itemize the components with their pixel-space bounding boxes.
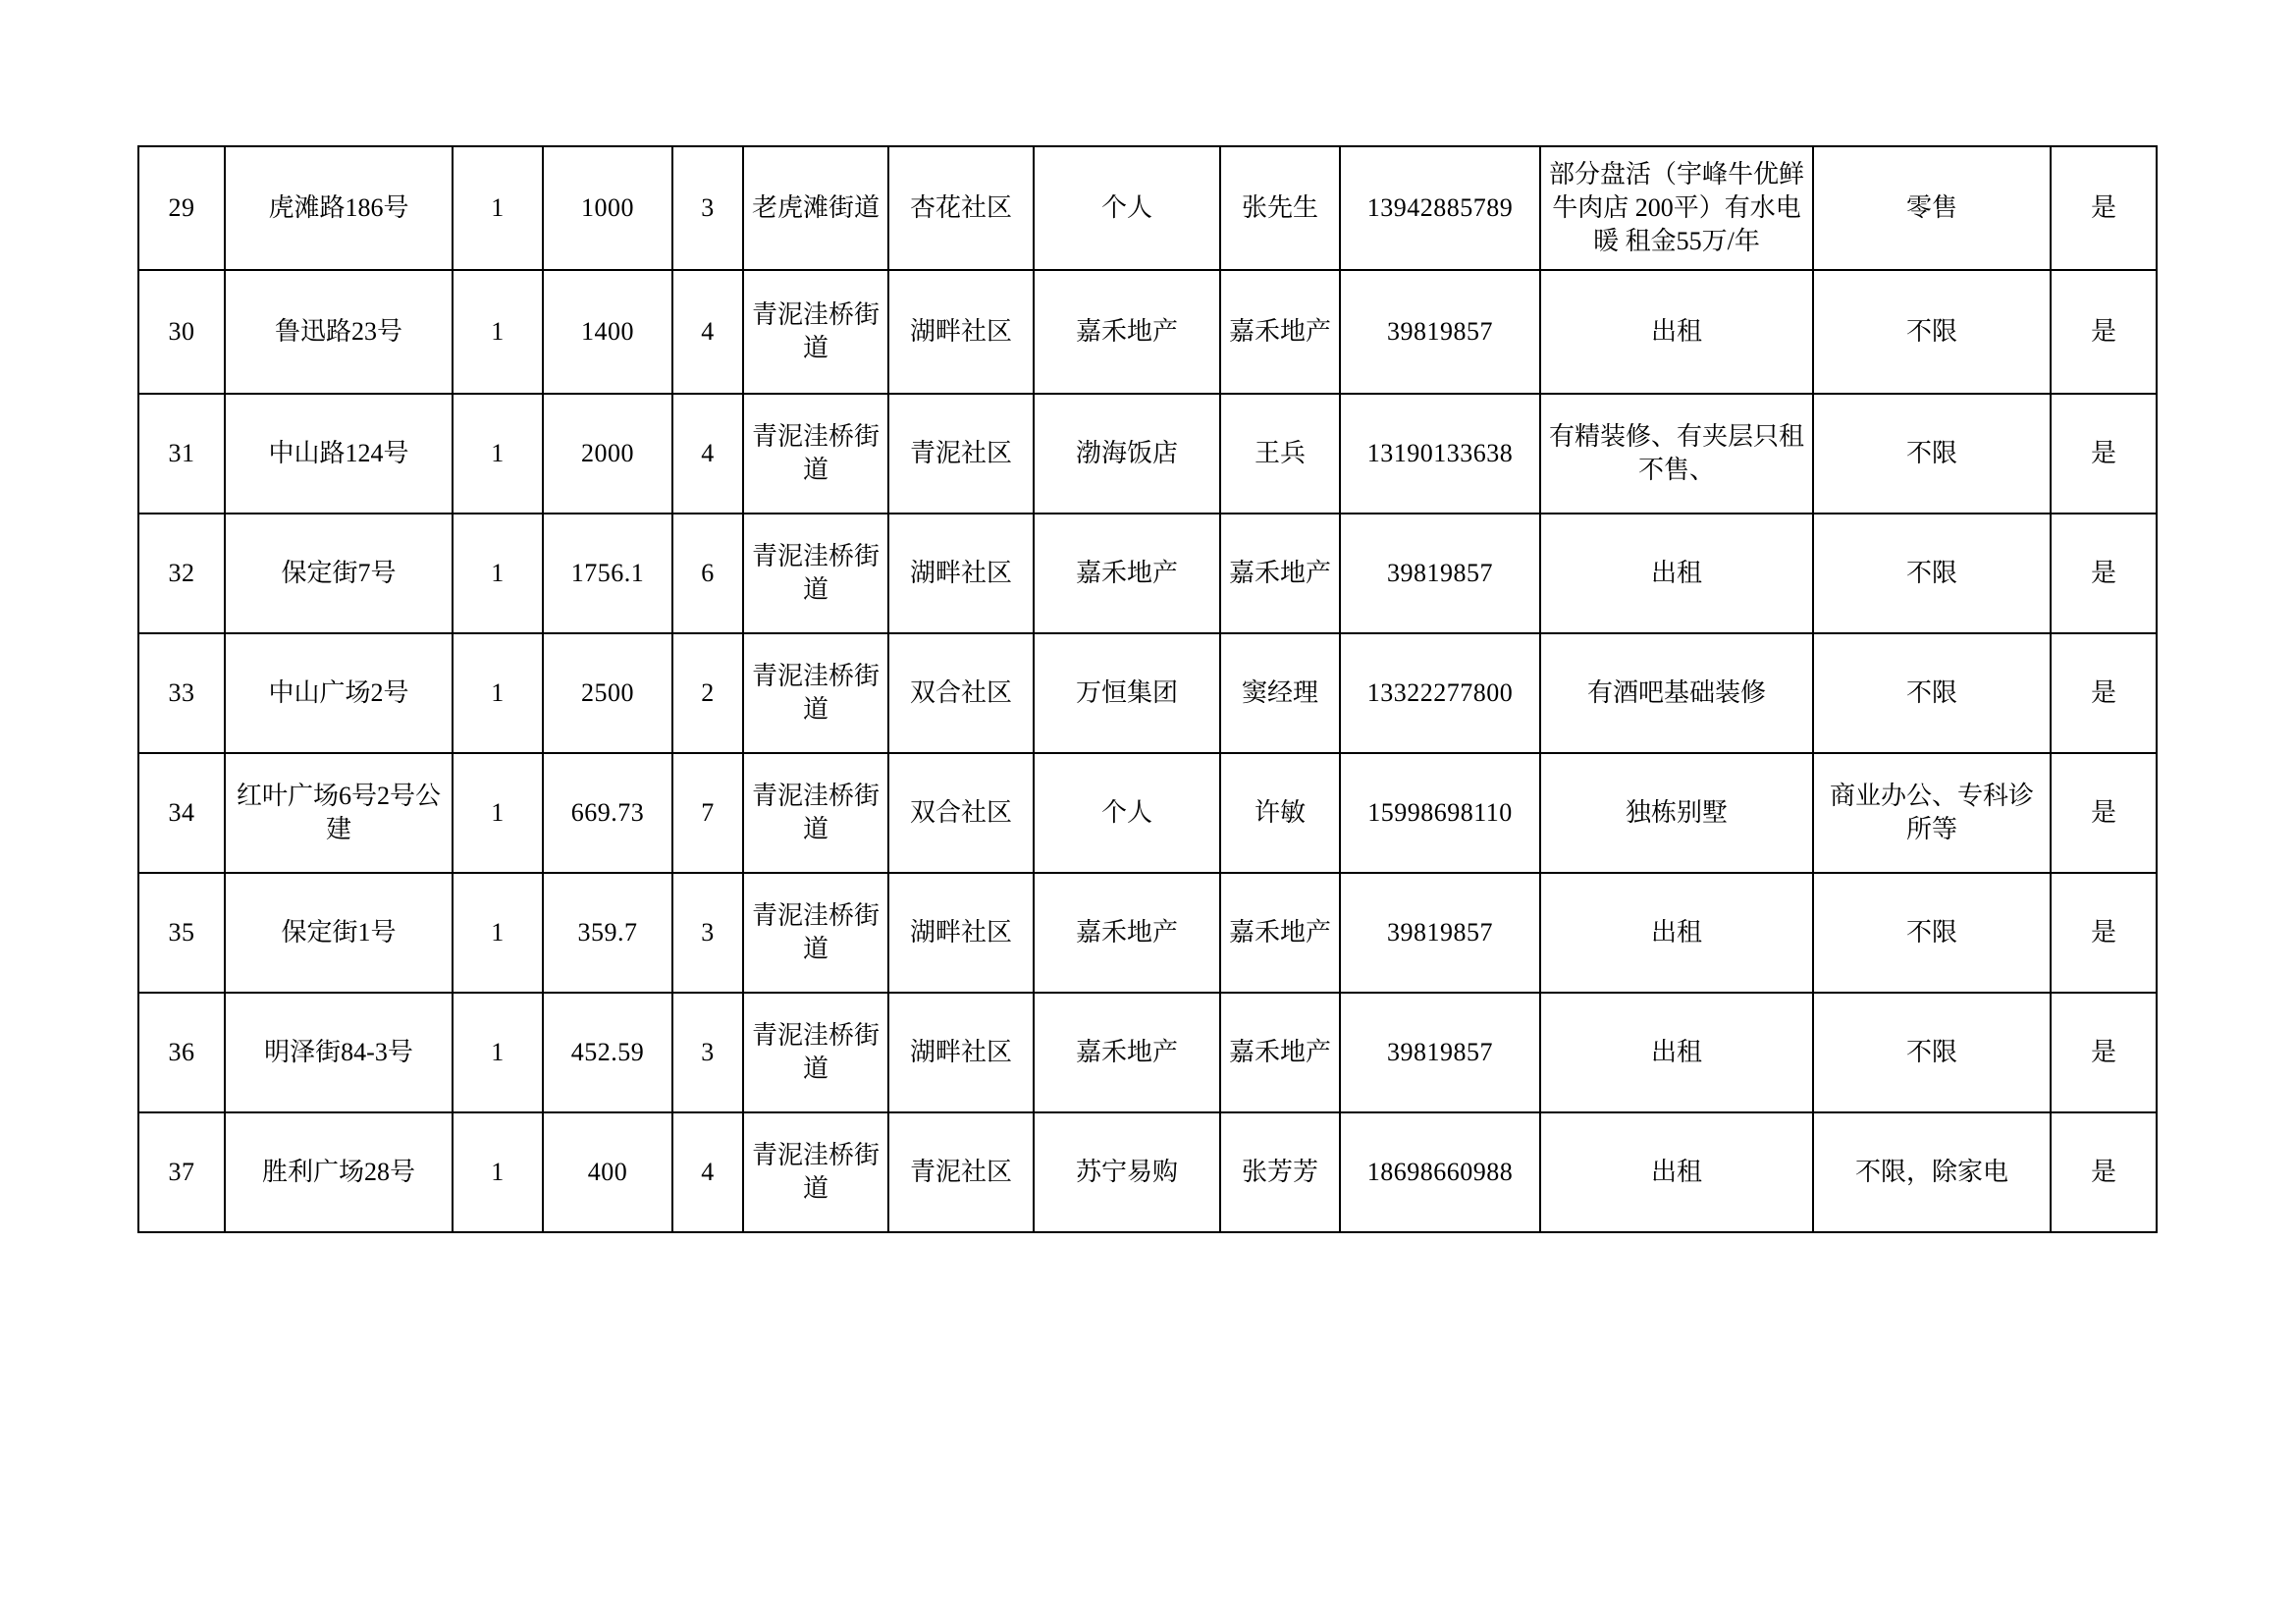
cell-address: 中山路124号 bbox=[225, 394, 453, 514]
cell-contact: 张先生 bbox=[1220, 146, 1340, 270]
cell-contact: 许敏 bbox=[1220, 753, 1340, 873]
cell-note: 出租 bbox=[1540, 514, 1813, 633]
cell-owner: 嘉禾地产 bbox=[1034, 270, 1220, 394]
cell-community: 湖畔社区 bbox=[888, 873, 1034, 993]
cell-area: 359.7 bbox=[543, 873, 672, 993]
cell-floor: 3 bbox=[672, 873, 743, 993]
cell-community: 杏花社区 bbox=[888, 146, 1034, 270]
table-row bbox=[138, 1112, 2157, 1232]
cell-note: 有精装修、有夹层只租不售、 bbox=[1540, 394, 1813, 514]
cell-street: 青泥洼桥街道 bbox=[743, 873, 888, 993]
cell-scope: 不限 bbox=[1813, 873, 2051, 993]
cell-scope: 不限 bbox=[1813, 394, 2051, 514]
cell-num: 30 bbox=[138, 270, 225, 394]
cell-rentable: 是 bbox=[2051, 514, 2157, 633]
cell-rentable: 是 bbox=[2051, 270, 2157, 394]
table-row bbox=[138, 633, 2157, 753]
cell-qty: 1 bbox=[453, 1112, 543, 1232]
cell-area: 2500 bbox=[543, 633, 672, 753]
cell-rentable: 是 bbox=[2051, 993, 2157, 1112]
cell-note: 出租 bbox=[1540, 873, 1813, 993]
cell-area: 452.59 bbox=[543, 993, 672, 1112]
cell-qty: 1 bbox=[453, 514, 543, 633]
cell-owner: 个人 bbox=[1034, 753, 1220, 873]
cell-qty: 1 bbox=[453, 873, 543, 993]
cell-floor: 6 bbox=[672, 514, 743, 633]
cell-community: 湖畔社区 bbox=[888, 993, 1034, 1112]
cell-floor: 4 bbox=[672, 1112, 743, 1232]
cell-num: 31 bbox=[138, 394, 225, 514]
cell-owner: 嘉禾地产 bbox=[1034, 993, 1220, 1112]
table-row bbox=[138, 394, 2157, 514]
cell-area: 1756.1 bbox=[543, 514, 672, 633]
cell-street: 青泥洼桥街道 bbox=[743, 993, 888, 1112]
cell-note: 部分盘活（宇峰牛优鲜牛肉店 200平）有水电暖 租金55万/年 bbox=[1540, 146, 1813, 270]
cell-address: 明泽街84-3号 bbox=[225, 993, 453, 1112]
table-row bbox=[138, 270, 2157, 394]
cell-scope: 不限 bbox=[1813, 270, 2051, 394]
cell-contact: 嘉禾地产 bbox=[1220, 270, 1340, 394]
cell-scope: 不限 bbox=[1813, 633, 2051, 753]
cell-owner: 万恒集团 bbox=[1034, 633, 1220, 753]
cell-phone: 39819857 bbox=[1340, 270, 1540, 394]
cell-street: 老虎滩街道 bbox=[743, 146, 888, 270]
cell-address: 虎滩路186号 bbox=[225, 146, 453, 270]
cell-contact: 张芳芳 bbox=[1220, 1112, 1340, 1232]
cell-street: 青泥洼桥街道 bbox=[743, 1112, 888, 1232]
cell-floor: 3 bbox=[672, 146, 743, 270]
cell-note: 出租 bbox=[1540, 1112, 1813, 1232]
cell-rentable: 是 bbox=[2051, 394, 2157, 514]
table-row bbox=[138, 146, 2157, 270]
cell-phone: 39819857 bbox=[1340, 993, 1540, 1112]
cell-num: 34 bbox=[138, 753, 225, 873]
cell-area: 1000 bbox=[543, 146, 672, 270]
cell-contact: 嘉禾地产 bbox=[1220, 873, 1340, 993]
cell-area: 400 bbox=[543, 1112, 672, 1232]
cell-area: 1400 bbox=[543, 270, 672, 394]
property-table-wrapper bbox=[137, 145, 2156, 1233]
cell-community: 双合社区 bbox=[888, 753, 1034, 873]
cell-street: 青泥洼桥街道 bbox=[743, 270, 888, 394]
cell-note: 出租 bbox=[1540, 993, 1813, 1112]
cell-phone: 13190133638 bbox=[1340, 394, 1540, 514]
cell-owner: 嘉禾地产 bbox=[1034, 514, 1220, 633]
cell-num: 37 bbox=[138, 1112, 225, 1232]
cell-note: 出租 bbox=[1540, 270, 1813, 394]
cell-owner: 渤海饭店 bbox=[1034, 394, 1220, 514]
cell-phone: 13942885789 bbox=[1340, 146, 1540, 270]
cell-phone: 39819857 bbox=[1340, 873, 1540, 993]
cell-qty: 1 bbox=[453, 394, 543, 514]
cell-floor: 3 bbox=[672, 993, 743, 1112]
cell-contact: 嘉禾地产 bbox=[1220, 514, 1340, 633]
cell-scope: 不限，除家电 bbox=[1813, 1112, 2051, 1232]
cell-community: 湖畔社区 bbox=[888, 270, 1034, 394]
cell-street: 青泥洼桥街道 bbox=[743, 514, 888, 633]
cell-contact: 窦经理 bbox=[1220, 633, 1340, 753]
cell-owner: 个人 bbox=[1034, 146, 1220, 270]
cell-phone: 13322277800 bbox=[1340, 633, 1540, 753]
cell-floor: 7 bbox=[672, 753, 743, 873]
cell-num: 32 bbox=[138, 514, 225, 633]
cell-community: 双合社区 bbox=[888, 633, 1034, 753]
table-row bbox=[138, 514, 2157, 633]
cell-floor: 2 bbox=[672, 633, 743, 753]
cell-scope: 商业办公、专科诊所等 bbox=[1813, 753, 2051, 873]
cell-rentable: 是 bbox=[2051, 1112, 2157, 1232]
cell-phone: 18698660988 bbox=[1340, 1112, 1540, 1232]
cell-street: 青泥洼桥街道 bbox=[743, 753, 888, 873]
cell-num: 29 bbox=[138, 146, 225, 270]
cell-note: 独栋别墅 bbox=[1540, 753, 1813, 873]
property-listing-table bbox=[137, 145, 2158, 1233]
table-row bbox=[138, 993, 2157, 1112]
cell-area: 2000 bbox=[543, 394, 672, 514]
cell-community: 青泥社区 bbox=[888, 394, 1034, 514]
cell-num: 33 bbox=[138, 633, 225, 753]
cell-qty: 1 bbox=[453, 753, 543, 873]
cell-scope: 不限 bbox=[1813, 514, 2051, 633]
cell-phone: 39819857 bbox=[1340, 514, 1540, 633]
cell-street: 青泥洼桥街道 bbox=[743, 633, 888, 753]
cell-street: 青泥洼桥街道 bbox=[743, 394, 888, 514]
cell-qty: 1 bbox=[453, 993, 543, 1112]
cell-owner: 嘉禾地产 bbox=[1034, 873, 1220, 993]
cell-community: 湖畔社区 bbox=[888, 514, 1034, 633]
cell-qty: 1 bbox=[453, 270, 543, 394]
cell-address: 胜利广场28号 bbox=[225, 1112, 453, 1232]
cell-floor: 4 bbox=[672, 270, 743, 394]
cell-qty: 1 bbox=[453, 633, 543, 753]
cell-qty: 1 bbox=[453, 146, 543, 270]
cell-address: 鲁迅路23号 bbox=[225, 270, 453, 394]
cell-address: 保定街7号 bbox=[225, 514, 453, 633]
cell-phone: 15998698110 bbox=[1340, 753, 1540, 873]
cell-rentable: 是 bbox=[2051, 753, 2157, 873]
cell-num: 35 bbox=[138, 873, 225, 993]
cell-contact: 王兵 bbox=[1220, 394, 1340, 514]
table-row bbox=[138, 753, 2157, 873]
cell-contact: 嘉禾地产 bbox=[1220, 993, 1340, 1112]
cell-note: 有酒吧基础装修 bbox=[1540, 633, 1813, 753]
cell-community: 青泥社区 bbox=[888, 1112, 1034, 1232]
cell-area: 669.73 bbox=[543, 753, 672, 873]
cell-address: 红叶广场6号2号公建 bbox=[225, 753, 453, 873]
cell-owner: 苏宁易购 bbox=[1034, 1112, 1220, 1232]
cell-num: 36 bbox=[138, 993, 225, 1112]
cell-address: 中山广场2号 bbox=[225, 633, 453, 753]
table-row bbox=[138, 873, 2157, 993]
cell-scope: 不限 bbox=[1813, 993, 2051, 1112]
cell-rentable: 是 bbox=[2051, 633, 2157, 753]
cell-scope: 零售 bbox=[1813, 146, 2051, 270]
cell-address: 保定街1号 bbox=[225, 873, 453, 993]
cell-rentable: 是 bbox=[2051, 873, 2157, 993]
cell-floor: 4 bbox=[672, 394, 743, 514]
cell-rentable: 是 bbox=[2051, 146, 2157, 270]
